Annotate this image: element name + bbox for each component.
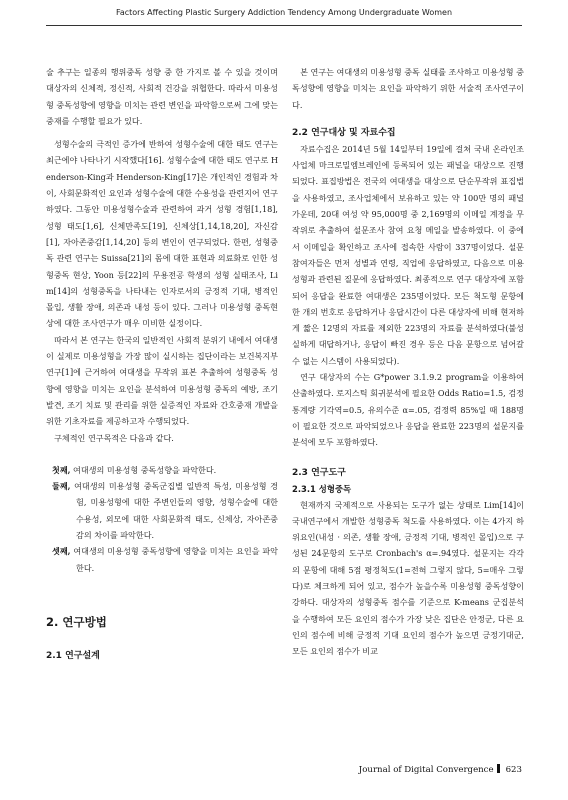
subsection-title-2-1: 2.1 연구설계 <box>46 650 100 661</box>
page-footer <box>359 764 522 775</box>
left-paragraph-4: 구체적인 연구목적은 다음과 같다. <box>54 432 174 443</box>
list-text: 여대생의 미용성형 중독성향을 파악한다. <box>73 464 217 475</box>
right-column <box>292 64 524 660</box>
left-paragraph-3: 따라서 본 연구는 한국의 일반적인 사회적 분위기 내에서 여대생이 실제로 미용성형을 가장 많이 실시하는 집단이라는 보건복지부 연구[1]에 근거하여 여대생을 무작위 표본 추출하여 성형중독 성향에 영향을 미치는 요인을 분석하여 미용성형 중독의 예방, 조기 발견, 조기 치료 및 관리를 위한 실증적인 자료와 간호중재 개발을 위한 기초자료를 제공하고자 수행되었다. <box>46 334 278 427</box>
header-rule <box>46 25 522 26</box>
list-marker: 셋째, <box>52 546 71 557</box>
list-text: 여대생의 미용성형 중독성향에 영향을 미치는 요인을 파악한다. <box>73 546 278 573</box>
right-paragraph-3: 연구 대상자의 수는 G*power 3.1.9.2 program을 이용하여 산출하였다. 로지스틱 회귀분석에 필요한 Odds Ratio=1.5, 검정통계량 기각역=0.5, 유의수준 α=.05, 검정력 85%일 때 188명이 필요한 것으로 파악되었으나 응답을 완료한 223명의 설문지를 분석에 모두 포함하였다. <box>292 372 524 448</box>
subsection-title-2-3-1: 2.3.1 성형중독 <box>292 483 352 494</box>
objectives-list <box>46 462 278 576</box>
page-number: 623 <box>505 765 522 775</box>
journal-name: Journal of Digital Convergence <box>358 765 494 775</box>
right-paragraph-2: 자료수집은 2014년 5월 14일부터 19일에 걸쳐 국내 온라인조사업체 마크로밀엠브레인에 등록되어 있는 패널을 대상으로 진행되었다. 표집방법은 전국의 여대생을 대상으로 단순무작위 표집법을 사용하였고, 조사업체에서 보유하고 있는 약 100만 명의 패널 가운데, 20대 여성 약 95,000명 중 2,169명의 이메일 계정을 무작위로 추출하여 설문조사 참여 요청 메일을 발송하였다. 이 중에서 이메일을 확인하고 조사에 접속한 사람이 337명이었다. 설문 참여자들은 먼저 성별과 연령, 직업에 응답하였고, 다음으로 미용성형과 관련된 질문에 응답하였다. 최종적으로 연구 대상자에 포함되어 응답을 완료한 여대생은 235명이었다. 모든 척도형 문항에 한 개의 번호로 응답하거나 응답시간이 다른 대상자에 비해 현저하게 짧은 12명의 자료를 제외한 223명의 자료를 분석하였다(불성실하게 대답하거나, 응답이 빠진 경우 등은 다음 문항으로 넘어갈 수 없는 시스템이 사용되었다). <box>292 143 524 366</box>
left-paragraph-2: 성형수술의 극적인 증가에 반하여 성형수술에 대한 태도 연구는 최근에야 나타나기 시작했다[16]. 성형수술에 대한 태도 연구로 Henderson-King과 Henderson-King[17]은 개인적인 경험과 차이, 사회문화적인 요인과 성형수술에 대한 수용성을 관련지어 연구하였다. 그동안 미용성형수술과 관련하여 과거 성형 경험[1,18], 성형 태도[1,6], 신체만족도[19], 신체상[1,14,18,20], 자신감[1], 자아존중감[1,14,20] 등의 변인이 연구되었다. 한편, 성형중독 관련 연구는 Suissa[21]의 몸에 대한 표현과 의료화로 인한 성형중독 현상, Yoon 등[22]의 무용전공 학생의 성형 실태조사, Lim[14]의 성형중독을 나타내는 인자로서의 긍정적 기대, 병적인 몰입, 생활 장애, 의존과 내성 등이 있다. 그러나 미용성형 중독현상에 대한 조사연구가 매우 미비한 실정이다. <box>46 139 278 329</box>
list-marker: 둘째, <box>52 481 71 492</box>
list-marker: 첫째, <box>52 464 71 475</box>
left-column <box>46 64 278 664</box>
left-paragraph-1: 술 추구는 일종의 행위중독 성향 중 한 가지로 볼 수 있을 것이며 대상자의 신체적, 정신적, 사회적 건강을 위협한다. 따라서 미용성형 중독성향에 영향을 미치는 관련 변인을 파악함으로써 그에 맞는 중재를 수행할 필요가 있다. <box>46 67 278 126</box>
list-item <box>46 462 278 478</box>
right-paragraph-4: 현재까지 국제적으로 사용되는 도구가 없는 상태로 Lim[14]이 국내연구에서 개발한 성형중독 척도를 사용하였다. 이는 4가지 하위요인(내성 · 의존, 생활 장애, 긍정적 기대, 병적인 몰입)으로 구성된 24문항의 도구로 Cronbach's α=.94였다. 설문지는 각각의 문항에 대해 5점 평정척도(1=전혀 그렇지 않다, 5=매우 그렇다)로 체크하게 되어 있고, 점수가 높을수록 미용성형 중독성향이 강하다. 대상자의 성형중독 점수를 기준으로 K-means 군집분석을 수행하여 모든 요인의 점수가 가장 낮은 집단은 안정군, 다른 요인의 점수에 비해 긍정적 기대 요인의 점수가 높으면 긍정기대군, 모든 요인의 점수가 비교 <box>292 499 524 657</box>
subsection-title-2-3: 2.3 연구도구 <box>292 467 346 478</box>
right-paragraph-1: 본 연구는 여대생의 미용성형 중독 실태를 조사하고 미용성형 중독성향에 영향을 미치는 요인을 파악하기 위한 서술적 조사연구이다. <box>292 67 524 110</box>
subsection-title-2-2: 2.2 연구대상 및 자료수집 <box>292 127 396 138</box>
footer-separator <box>497 764 500 773</box>
section-title: 2. 연구방법 <box>46 614 107 629</box>
running-header <box>0 0 568 26</box>
list-item <box>46 543 278 576</box>
list-item <box>46 478 278 543</box>
list-text: 여대생의 미용성형 중독군집별 일반적 특성, 미용성형 경험, 미용성형에 대한 주변인들의 영향, 성형수술에 대한 수용성, 외모에 대한 사회문화적 태도, 신체상, 자아존중감의 차이를 파악한다. <box>74 481 278 541</box>
running-title: Factors Affecting Plastic Surgery Addiction Tendency Among Undergraduate Women <box>115 8 453 17</box>
